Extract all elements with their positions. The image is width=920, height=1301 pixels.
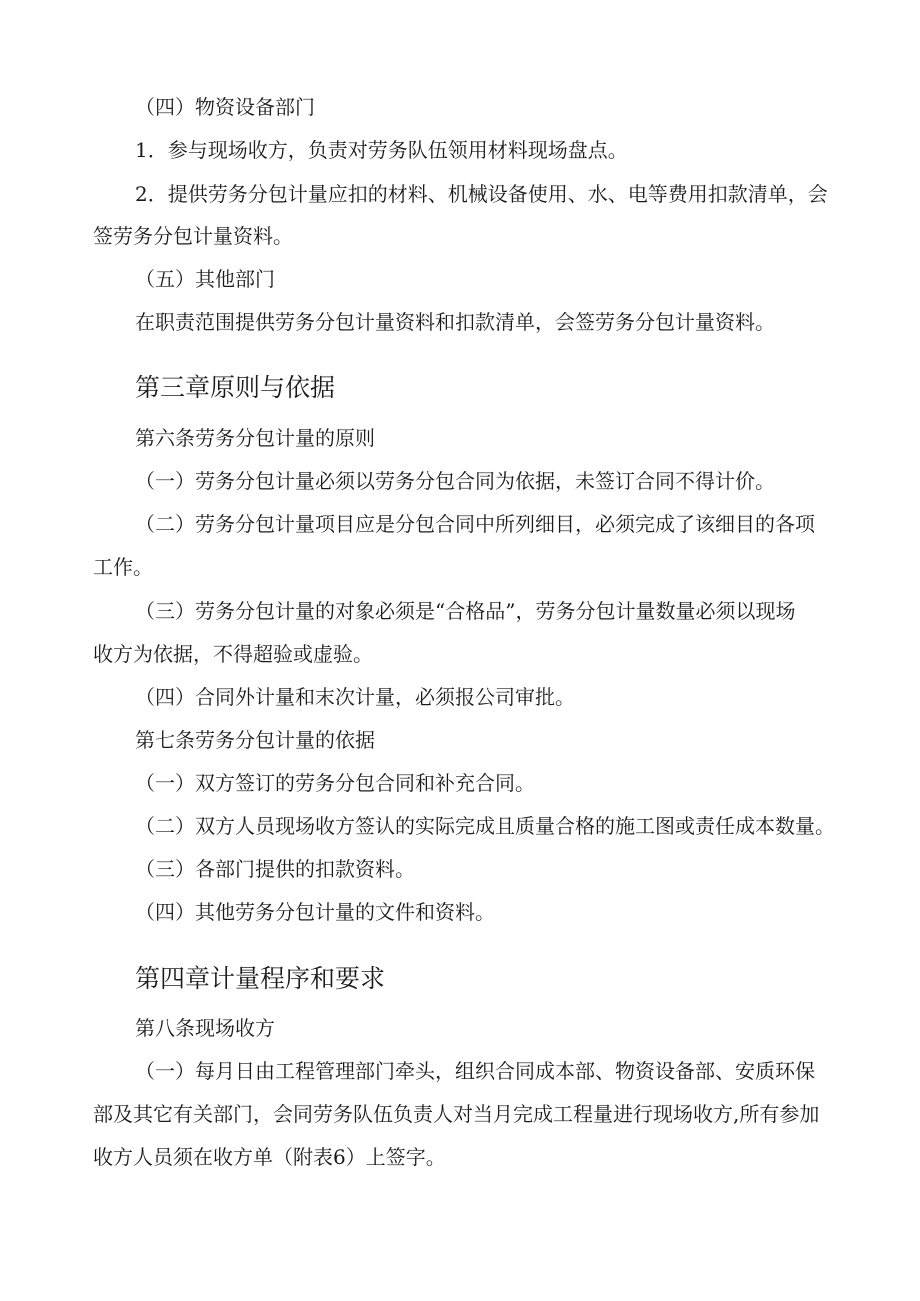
article6-p3-line2: 收方为依据，不得超验或虚验。 bbox=[93, 642, 373, 666]
article7-p1: （一）双方签订的劳务分包合同和补充合同。 bbox=[135, 771, 535, 795]
article7-p4: （四）其他劳务分包计量的文件和资料。 bbox=[135, 900, 495, 924]
article6-p4: （四）合同外计量和末次计量，必须报公司审批。 bbox=[135, 685, 575, 709]
article8-p1-line1: （一）每月日由工程管理部门牵头，组织合同成本部、物资设备部、安质环保 bbox=[135, 1059, 815, 1083]
article7-p2: （二）双方人员现场收方签认的实际完成且质量合格的施工图或责任成本数量。 bbox=[135, 814, 835, 838]
article8-p1-line2: 部及其它有关部门，会同劳务队伍负责人对当月完成工程量进行现场收方,所有参加 bbox=[93, 1102, 820, 1126]
article7-title: 第七条劳务分包计量的依据 bbox=[135, 728, 375, 752]
article6-p3-line1: （三）劳务分包计量的对象必须是“合格品”，劳务分包计量数量必须以现场 bbox=[135, 599, 796, 623]
article8-title: 第八条现场收方 bbox=[135, 1016, 275, 1040]
article6-p2-line1: （二）劳务分包计量项目应是分包合同中所列细目，必须完成了该细目的各项 bbox=[135, 512, 815, 536]
article8-p1-line3: 收方人员须在收方单（附表6）上签字。 bbox=[93, 1145, 446, 1169]
article6-p2-line2: 工作。 bbox=[93, 555, 153, 579]
section4-item2-line1: 2．提供劳务分包计量应扣的材料、机械设备使用、水、电等费用扣款清单，会 bbox=[135, 182, 828, 206]
chapter4-title: 第四章计量程序和要求 bbox=[135, 964, 386, 993]
chapter3-title: 第三章原则与依据 bbox=[135, 373, 336, 402]
section4-heading: （四）物资设备部门 bbox=[135, 95, 315, 119]
article6-p1: （一）劳务分包计量必须以劳务分包合同为依据，未签订合同不得计价。 bbox=[135, 469, 775, 493]
article6-title: 第六条劳务分包计量的原则 bbox=[135, 426, 375, 450]
section5-heading: （五）其他部门 bbox=[135, 267, 275, 291]
article7-p3: （三）各部门提供的扣款资料。 bbox=[135, 857, 415, 881]
section4-item2-line2: 签劳务分包计量资料。 bbox=[93, 224, 293, 248]
section4-item1: 1．参与现场收方，负责对劳务队伍领用材料现场盘点。 bbox=[135, 138, 628, 162]
section5-text: 在职责范围提供劳务分包计量资料和扣款清单，会签劳务分包计量资料。 bbox=[135, 310, 775, 334]
